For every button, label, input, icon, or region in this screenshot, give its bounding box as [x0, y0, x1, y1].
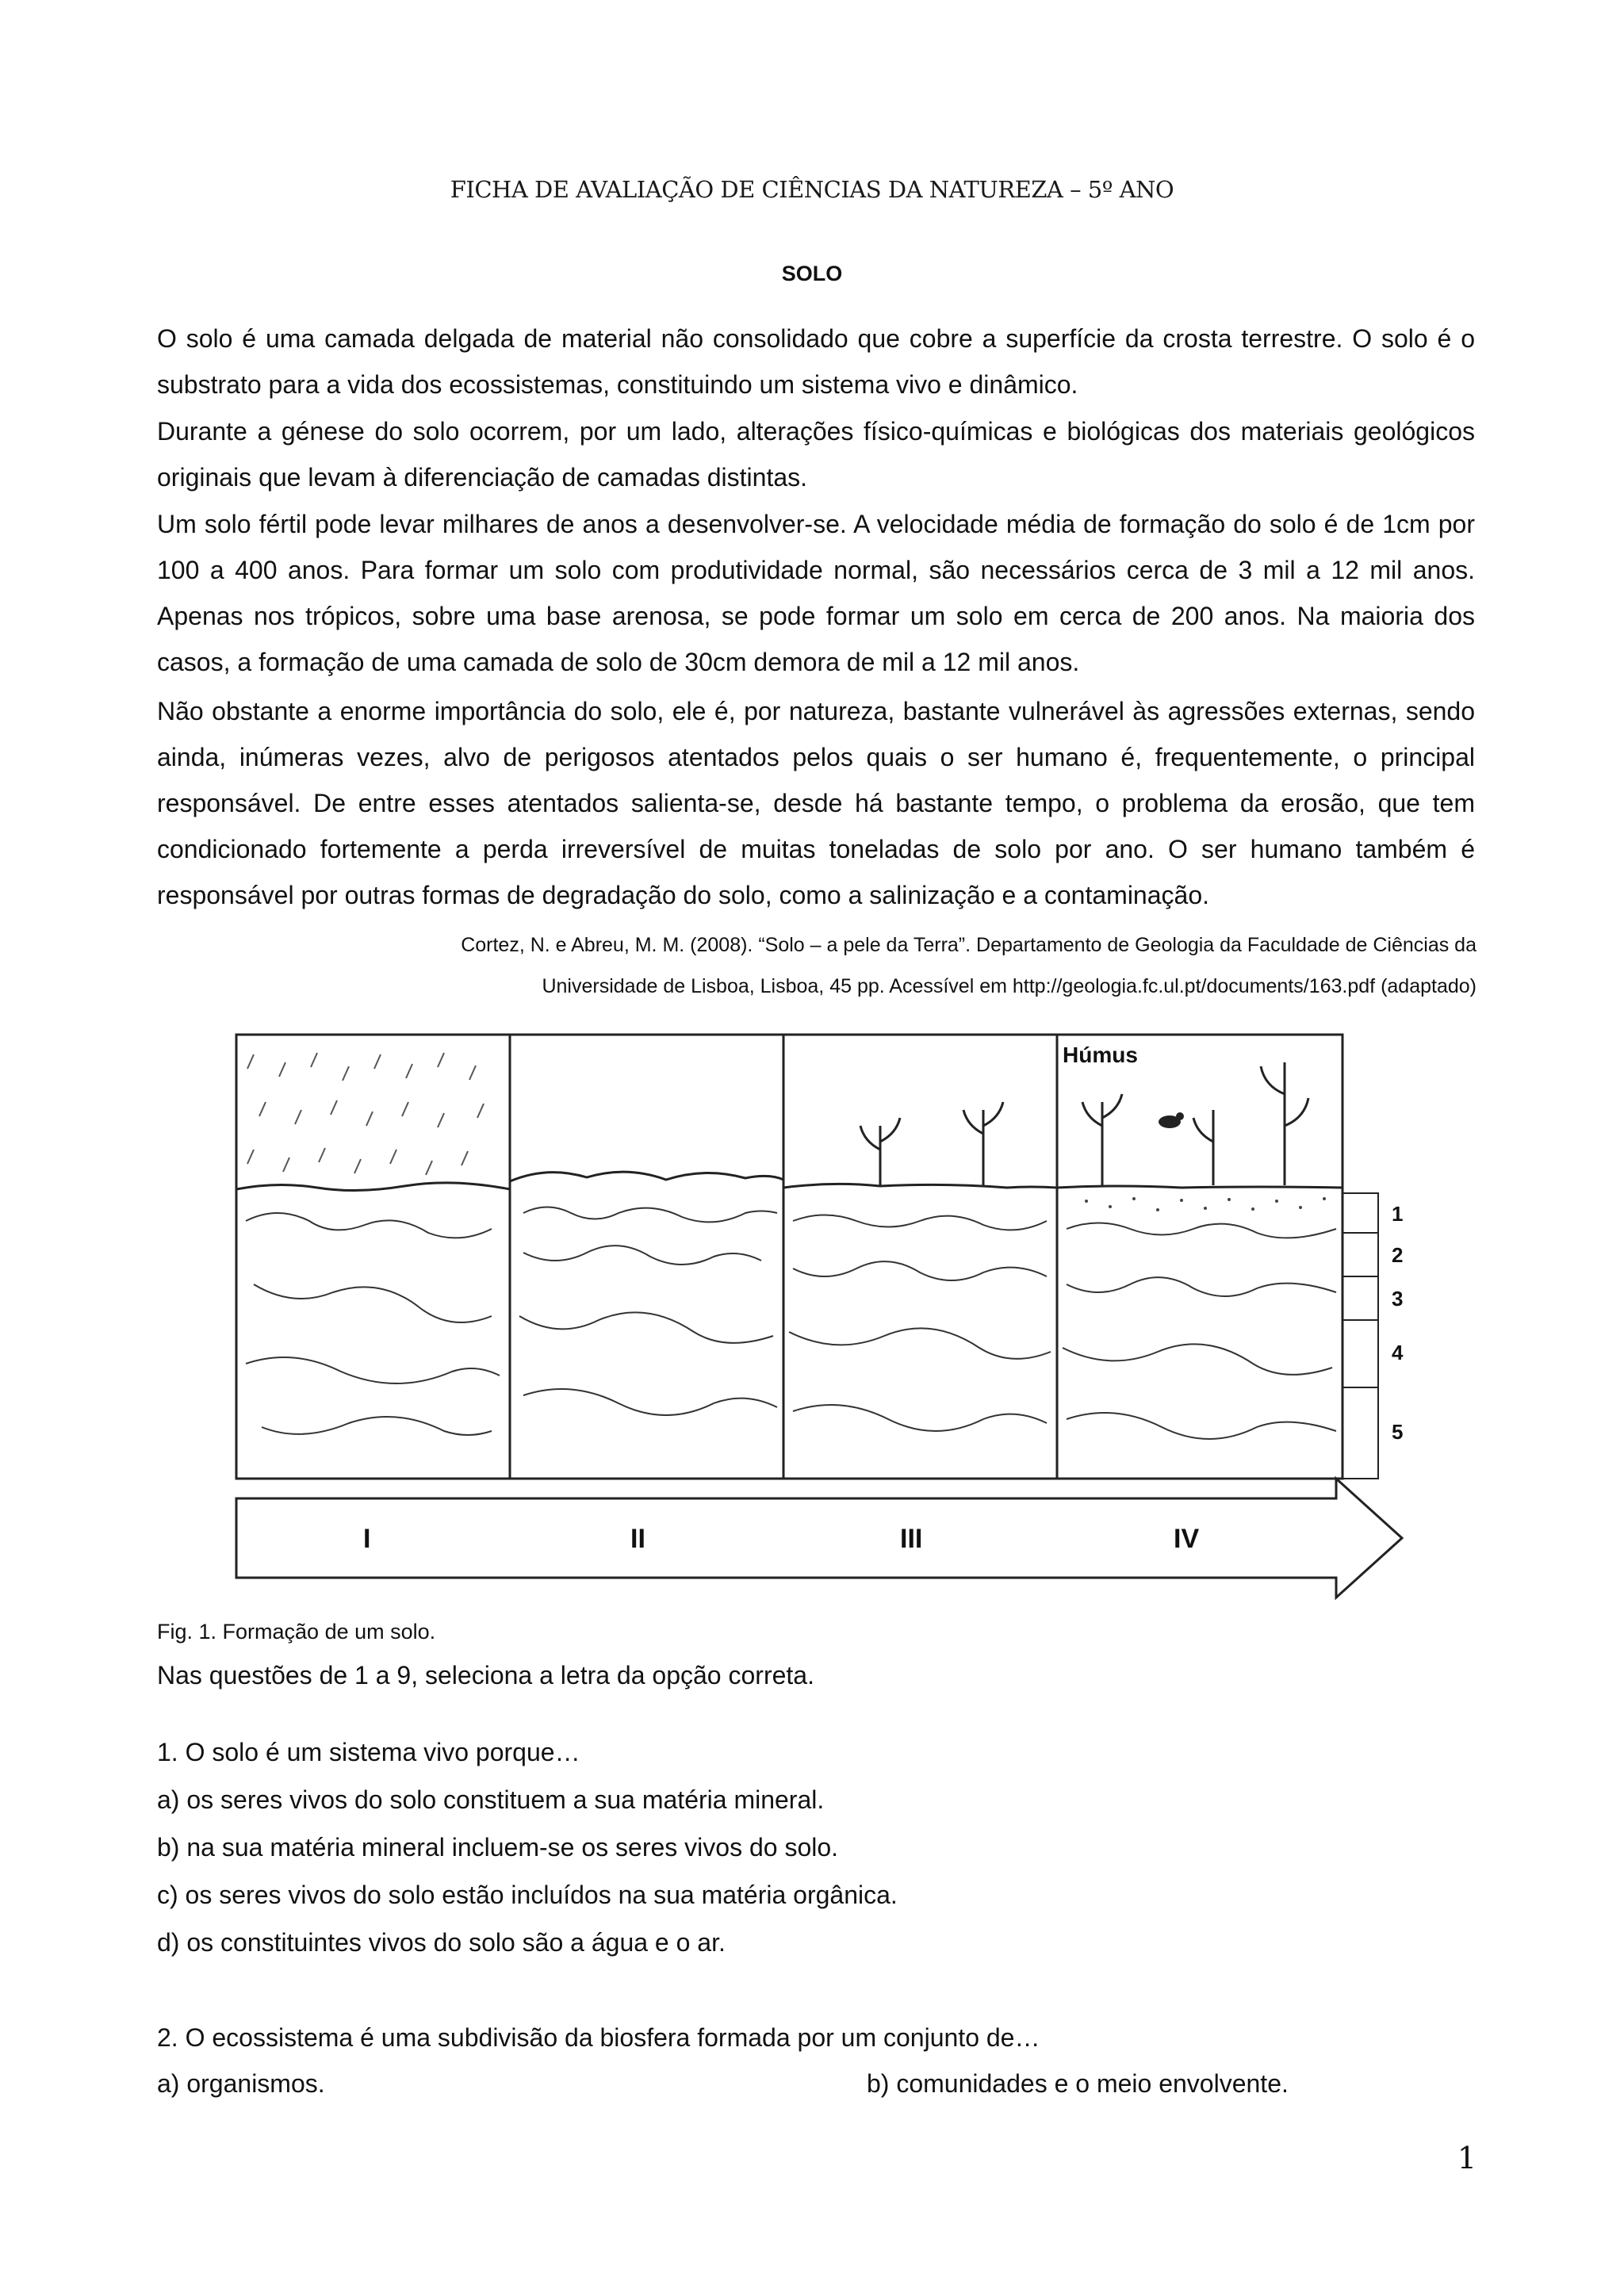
- stage-label-3: III: [900, 1524, 923, 1554]
- paragraph: Um solo fértil pode levar milhares de anos a desenvolver-se. A velocidade média de formação do solo é de 1cm por 100 a 400 anos. Para formar um solo com produtividade normal, são necessários cerca de 3 mil a 12 mil anos. Apenas nos trópicos, sobre uma base arenosa, se pode formar um solo em cerca de 200 anos. Na maioria dos casos, a formação de uma camada de solo de 30cm demora de mil a 12 mil anos.: [157, 510, 1475, 676]
- layer-box-1: [1342, 1193, 1378, 1233]
- rain-icon: [247, 1053, 484, 1175]
- question-stem: 1. O solo é um sistema vivo porque…: [157, 1738, 580, 1766]
- layer-label-4: 4: [1392, 1341, 1404, 1364]
- worksheet-header: FICHA DE AVALIAÇÃO DE CIÊNCIAS DA NATUREZA – 5º ANO: [450, 176, 1174, 203]
- layer-label-1: 1: [1392, 1202, 1404, 1226]
- stage-label-1: I: [363, 1524, 371, 1554]
- layer-label-2: 2: [1392, 1243, 1404, 1267]
- paragraph: O solo é uma camada delgada de material não consolidado que cobre a superfície da crosta terrestre. O solo é o substrato para a vida dos ecossistemas, constituindo um sistema vivo e dinâmico.: [157, 324, 1475, 399]
- question-option: b) comunidades e o meio envolvente.: [867, 2069, 1289, 2098]
- question-option: a) organismos.: [157, 2069, 325, 2098]
- layer-box-4: [1342, 1320, 1378, 1387]
- instructions: Nas questões de 1 a 9, seleciona a letra da opção correta.: [157, 1661, 814, 1689]
- figure-caption: Fig. 1. Formação de um solo.: [157, 1620, 436, 1644]
- panel-2: [510, 1035, 783, 1479]
- citation-line: Universidade de Lisboa, Lisboa, 45 pp. Acessível em http://geologia.fc.ul.pt/documents/163.pdf (adaptado): [542, 975, 1477, 997]
- question-option: c) os seres vivos do solo estão incluídos na sua matéria orgânica.: [157, 1881, 898, 1909]
- layer-box-3: [1342, 1276, 1378, 1320]
- time-arrow: [236, 1479, 1402, 1598]
- layer-label-3: 3: [1392, 1287, 1404, 1311]
- page-number: 1: [1457, 2141, 1477, 2175]
- panel-3: [783, 1035, 1057, 1479]
- soil-formation-figure: [230, 1031, 1404, 1601]
- page-title: SOLO: [781, 262, 843, 285]
- stage-label-2: II: [630, 1524, 645, 1554]
- paragraph: Não obstante a enorme importância do solo, ele é, por natureza, bastante vulnerável às agressões externas, sendo ainda, inúmeras vezes, alvo de perigosos atentados pelos quais o ser humano é, frequentemente, o principal responsável. De entre esses atentados salienta-se, desde há bastante tempo, o problema da erosão, que tem condicionado fortemente a perda irreversível de muitas toneladas de solo por ano. O ser humano também é responsável por outras formas de degradação do solo, como a salinização e a contaminação.: [157, 697, 1475, 909]
- humus-label: Húmus: [1063, 1043, 1138, 1067]
- question-option: d) os constituintes vivos do solo são a água e o ar.: [157, 1928, 726, 1957]
- citation-line: Cortez, N. e Abreu, M. M. (2008). “Solo – a pele da Terra”. Departamento de Geologia da Faculdade de Ciências da: [461, 934, 1477, 956]
- question-stem: 2. O ecossistema é uma subdivisão da biosfera formada por um conjunto de…: [157, 2023, 1040, 2052]
- layer-box-2: [1342, 1233, 1378, 1276]
- layer-box-5: [1342, 1387, 1378, 1479]
- stage-label-4: IV: [1174, 1524, 1200, 1554]
- question-option: b) na sua matéria mineral incluem-se os seres vivos do solo.: [157, 1833, 839, 1862]
- panel-1: [236, 1035, 510, 1479]
- question-option: a) os seres vivos do solo constituem a sua matéria mineral.: [157, 1785, 825, 1814]
- panel-4: [1057, 1035, 1342, 1479]
- layer-label-5: 5: [1392, 1420, 1404, 1444]
- bird-icon: [1159, 1112, 1184, 1128]
- paragraph: Durante a génese do solo ocorrem, por um lado, alterações físico-químicas e biológicas dos materiais geológicos originais que levam à diferenciação de camadas distintas.: [157, 417, 1475, 492]
